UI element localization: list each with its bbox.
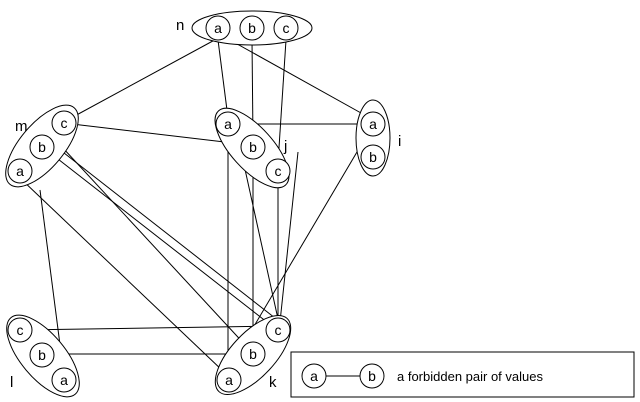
edge-m-kb [62, 147, 248, 348]
value-label: c [274, 163, 282, 179]
value-label: b [248, 20, 256, 36]
value-label: a [60, 372, 68, 388]
value-label: c [274, 322, 282, 338]
value-label: b [249, 346, 257, 362]
variable-l[interactable] [0, 304, 92, 402]
value-label: c [60, 115, 68, 131]
legend-value-a-label: a [310, 368, 318, 384]
value-label: a [224, 116, 232, 132]
variable-label: i [398, 133, 402, 150]
value-label: b [249, 139, 257, 155]
variable-i[interactable] [356, 100, 401, 176]
edge-m-kc [40, 145, 272, 326]
edge-m-kc2 [50, 142, 275, 318]
variable-n[interactable] [176, 11, 312, 45]
variable-label: j [284, 138, 288, 155]
variable-label: k [269, 374, 277, 391]
edge-n-i [230, 40, 370, 118]
value-label: a [369, 116, 377, 132]
value-label: b [38, 139, 46, 155]
edge-n-m [71, 36, 222, 118]
value-label: c [282, 20, 290, 36]
value-label: a [214, 20, 222, 36]
value-label: a [225, 372, 233, 388]
variable-j[interactable] [203, 97, 301, 199]
edge-lc-kc [20, 326, 278, 330]
legend-value-b-label: b [368, 368, 376, 384]
variable-label: n [176, 17, 185, 34]
value-label: c [16, 322, 24, 338]
constraint-edges [20, 36, 372, 372]
edge-n-ja [218, 40, 228, 118]
value-label: a [16, 163, 24, 179]
variable-label: m [15, 118, 28, 135]
legend-text: a forbidden pair of values [397, 369, 543, 384]
legend [291, 352, 634, 397]
value-label: b [38, 347, 46, 363]
variable-m[interactable] [0, 94, 91, 199]
variable-label: l [10, 374, 14, 391]
value-label: b [369, 149, 377, 165]
